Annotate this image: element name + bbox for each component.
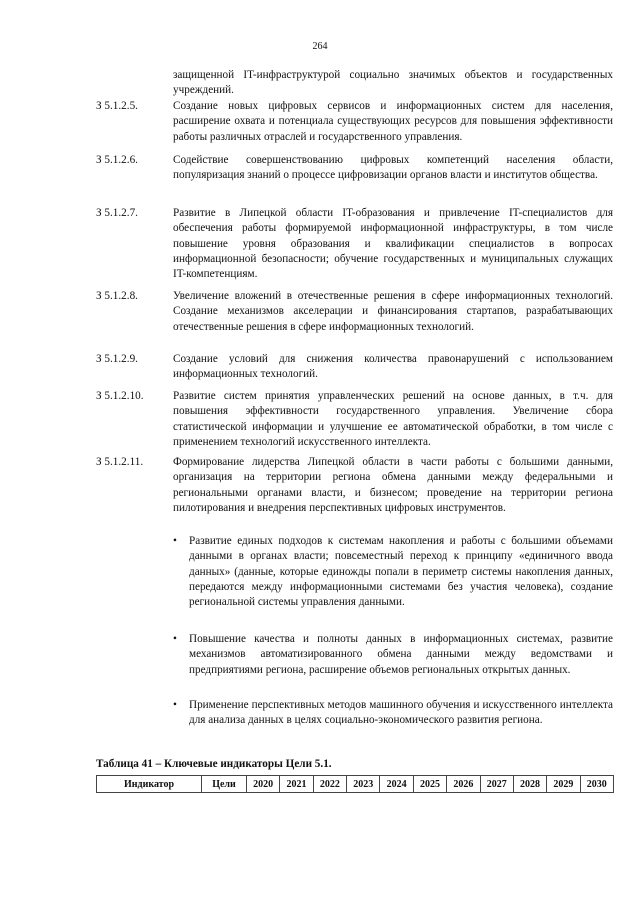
item-text: Создание новых цифровых сервисов и информационных систем для населения, расширение охвата и потенциала существующих ресурсов для повышения эффективности работы различных отраслей и государственного управления. xyxy=(173,100,613,143)
item-text: Развитие систем принятия управленческих решений на основе данных, в т.ч. для повышения эффективности государственного управления. Увеличение сбора статистической информации и улучшение ее автоматической обработки, в том числе с применением технологий искусственного интеллекта. xyxy=(173,390,613,448)
column-header: 2024 xyxy=(380,776,413,793)
bullet-text: Развитие единых подходов к системам накопления и работы с большими объемами данными в органах власти; повсеместный переход к принципу «единичного ввода данных» (данные, которые единожды попали в периметр системы накопления данных, передаются между информационными системами без участия человека), создание региональной системы управления данными. xyxy=(189,535,613,609)
bullet-text: Повышение качества и полноты данных в информационных системах, развитие механизмов автоматизированного обмена данными между ведомствами и предприятиями региона, расширение объемов региональных открытых данных. xyxy=(189,633,613,676)
item-code: З 5.1.2.5. xyxy=(96,100,138,112)
table-header-row xyxy=(97,776,614,793)
item-code: З 5.1.2.10. xyxy=(96,390,144,402)
column-header: 2026 xyxy=(447,776,480,793)
page-number: 264 xyxy=(312,41,328,52)
indicators-table xyxy=(96,775,614,793)
column-header: 2020 xyxy=(247,776,280,793)
column-header: 2029 xyxy=(547,776,580,793)
column-header: Цели xyxy=(202,776,247,793)
column-header: 2022 xyxy=(313,776,346,793)
bullet-marker: • xyxy=(173,535,177,547)
column-header: 2023 xyxy=(347,776,380,793)
column-header: Индикатор xyxy=(97,776,202,793)
item-code: З 5.1.2.6. xyxy=(96,154,138,166)
item-text: Развитие в Липецкой области IT-образования и привлечение IT-специалистов для обеспечения работы формируемой информационной инфраструктуры, в том числе повышение уровня образования и квалификации специалистов в вопросах информационной безопасности; обучение государственных и муниципальных служащих IT-компетенциям. xyxy=(173,207,613,281)
item-code: З 5.1.2.7. xyxy=(96,207,138,219)
bullet-marker: • xyxy=(173,699,177,711)
item-code: З 5.1.2.9. xyxy=(96,353,138,365)
item-text: Формирование лидерства Липецкой области в части работы с большими данными, организация на территории региона обмена данными между федеральными и региональными органами власти, и бизнесом; проведение на территории региона пилотирования и внедрения перспективных цифровых инструментов. xyxy=(173,456,613,514)
bullet-marker: • xyxy=(173,633,177,645)
item-code: З 5.1.2.8. xyxy=(96,290,138,302)
table-caption: Таблица 41 – Ключевые индикаторы Цели 5.1. xyxy=(96,758,332,770)
item-code: З 5.1.2.11. xyxy=(96,456,144,468)
item-text: Создание условий для снижения количества правонарушений с использованием информационных технологий. xyxy=(173,353,613,381)
bullet-text: Применение перспективных методов машинного обучения и искусственного интеллекта для анализа данных в целях социально-экономического развития региона. xyxy=(189,699,613,727)
item-text: Содействие совершенствованию цифровых компетенций населения области, популяризация знаний о процессе цифровизации органов власти и институтов общества. xyxy=(173,154,613,182)
column-header: 2030 xyxy=(580,776,613,793)
item-text: Увеличение вложений в отечественные решения в сфере информационных технологий. Создание механизмов акселерации и финансирования стартапов, разрабатывающих отечественные решения в сфере информационных технологий. xyxy=(173,290,613,333)
column-header: 2027 xyxy=(480,776,513,793)
column-header: 2021 xyxy=(280,776,313,793)
column-header: 2028 xyxy=(513,776,546,793)
column-header: 2025 xyxy=(413,776,446,793)
continuation-paragraph: защищенной IT-инфраструктурой социально значимых объектов и государственных учреждений. xyxy=(173,69,613,97)
